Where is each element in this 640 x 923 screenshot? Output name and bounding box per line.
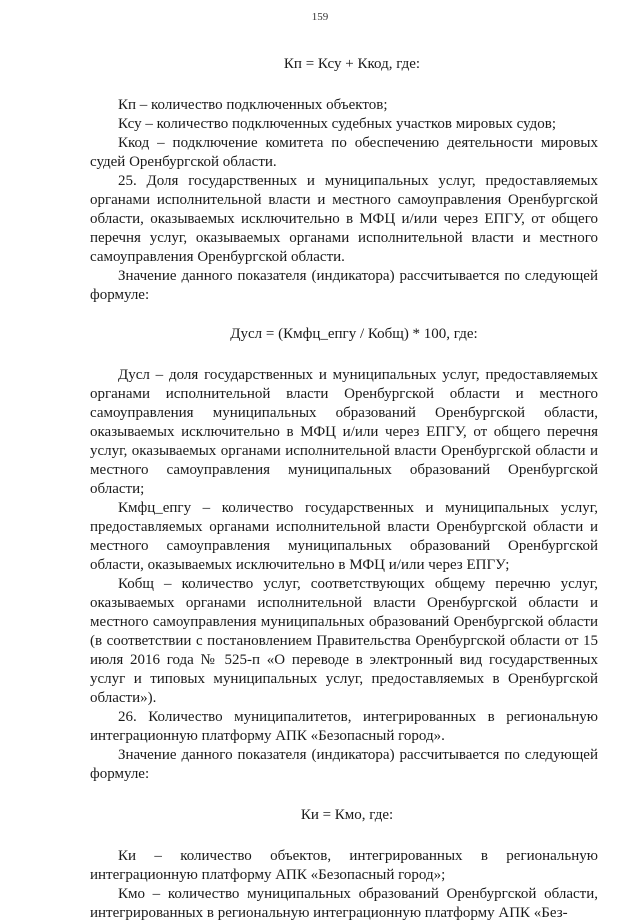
definition-kmfc-epgu: Кмфц_епгу – количество государственных и муниципальных услуг, предоставляемых органами исполнительной власти Оренбургской области и местного самоуправления муниципальных образований Оренбургской области, оказываемых исключительно в МФЦ и/или через ЕПГУ; [90,500,598,573]
page-number: 159 [311,11,329,23]
item-26-heading: 26. Количество муниципалитетов, интегрированных в региональную интеграционную платформу АПК «Безопасный город». [90,709,598,744]
definition-dusl: Дусл – доля государственных и муниципальных услуг, предоставляемых органами исполнительной власти Оренбургской области и местного самоуправления муниципальных образований Оренбургской области, оказываемых исключительно в МФЦ и/или через ЕПГУ, от общего перечня услуг, оказываемых органами исполнительной власти Оренбургской области и местного самоуправления муниципальных образований Оренбургской области; [90,367,598,497]
formula-ki: Ки = Кмо, где: [300,807,394,823]
formula-kp: Кп = Ксу + Ккод, где: [283,56,421,72]
definition-ki: Ки – количество объектов, интегрированных в региональную интеграционную платформу АПК «Безопасный город»; [90,848,598,883]
calculation-note: Значение данного показателя (индикатора) рассчитывается по следующей формуле: [90,268,598,303]
definition-kkod: Ккод – подключение комитета по обеспечению деятельности мировых судей Оренбургской области. [90,135,598,170]
item-25-heading: 25. Доля государственных и муниципальных услуг, предоставляемых органами исполнительной власти и местного самоуправления Оренбургской области, оказываемых исключительно в МФЦ и/или через ЕПГУ, от общего перечня услуг, оказываемых органами исполнительной власти и местного самоуправления Оренбургской области. [90,173,598,265]
formula-dusl: Дусл = (Кмфц_епгу / Кобщ) * 100, где: [230,326,478,342]
definition-ksu: Ксу – количество подключенных судебных участков мировых судов; [118,116,557,132]
definition-kmo: Кмо – количество муниципальных образований Оренбургской области, интегрированных в региональную интеграционную платформу АПК «Без- [90,886,598,921]
document-body [90,55,598,923]
definition-kp: Кп – количество подключенных объектов; [118,97,388,113]
definition-kobsh: Кобщ – количество услуг, соответствующих общему перечню услуг, оказываемых органами исполнительной власти Оренбургской области и местного самоуправления муниципальных образований Оренбургской области (в соответствии с постановлением Правительства Оренбургской области от 15 июля 2016 года № 525-п «О переводе в электронный вид государственных услуг и типовых муниципальных услуг, предоставляемых в Оренбургской области»). [90,576,598,706]
calculation-note-2: Значение данного показателя (индикатора) рассчитывается по следующей формуле: [90,747,598,782]
